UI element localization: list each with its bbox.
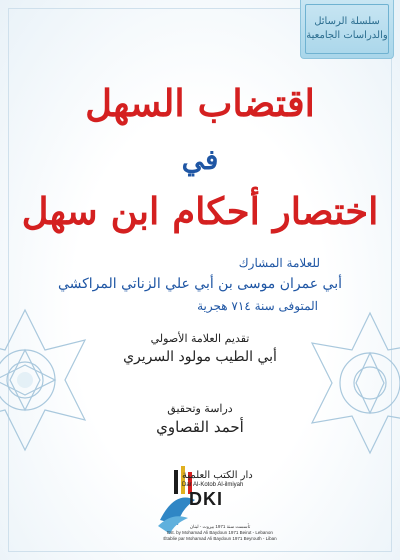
author-death: المتوفى سنة ٧١٤ هجرية [197,299,318,313]
series-badge-inner [305,4,389,54]
left-ornament [0,300,90,480]
est-line: Établie par Mohamad Ali Baydoun 1971 Beyrouth - Liban [163,536,277,541]
publisher-logo-text: DKI [189,489,223,509]
series-line-1: سلسلة الرسائل [314,16,380,27]
study-prefix: دراسة وتحقيق [167,402,233,415]
title-line-2: اختصار أحكام ابن سهل [21,189,379,233]
author-name: أبي عمران موسى بن أبي علي الزناتي المراكشي [57,276,343,292]
introduction-name: أبي الطيب مولود السريري [123,349,277,365]
introduction-prefix: تقديم العلامة الأصولي [150,332,250,345]
publisher-name-arabic: دار الكتب العلمية [182,470,253,481]
study-name: أحمد القصاوي [156,418,244,436]
title-connector: في [181,143,219,176]
author-prefix: للعلامة المشارك [238,256,320,270]
est-line: Est. by Mohamad Ali Baydoun 1971 Beirut - Lebanon [167,530,273,535]
series-badge [300,0,394,59]
est-line: تأسست سنة 1971 بيروت - لبنان [189,524,251,529]
publisher-establishment [150,524,290,542]
series-line-2: والدراسات الجامعية [306,30,388,41]
publisher-name-latin: Dar Al-Kotob Al-ilmiyah [182,482,244,488]
title-line-1: اقتضاب السهل [85,81,315,125]
